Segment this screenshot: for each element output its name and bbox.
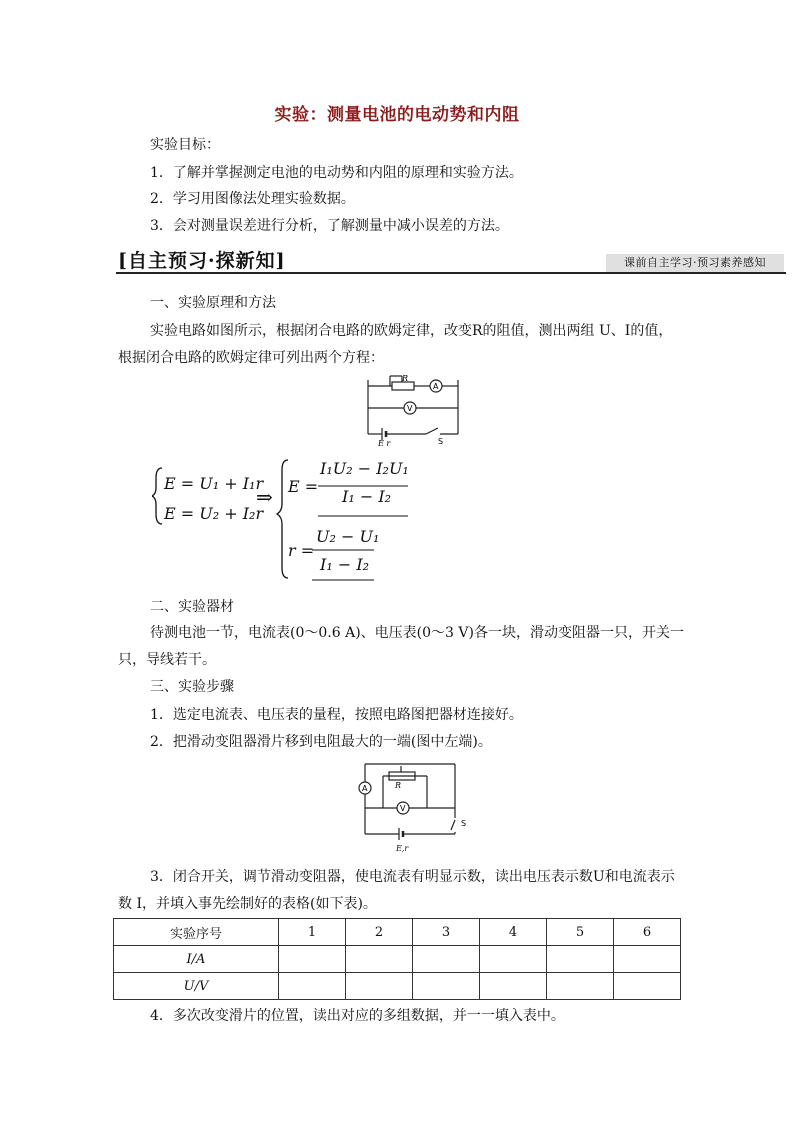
data-table [113, 918, 681, 1000]
table-cell [279, 973, 346, 1000]
e-denominator: I₁ − I₂ [342, 487, 392, 506]
section-heading: [自主预习·探新知] [118, 250, 286, 272]
part3-heading: 三、实验步骤 [150, 679, 234, 695]
switch-label: S [438, 437, 444, 446]
part2-text: 只，导线若干。 [118, 652, 216, 668]
equation-1: E = U₁ + I₁r [164, 474, 264, 493]
table-cell [480, 973, 547, 1000]
section-badge: 课前自主学习·预习素养感知 [606, 254, 784, 272]
objective-item: 3．会对测量误差进行分析，了解测量中减小误差的方法。 [150, 218, 509, 234]
table-cell [547, 973, 614, 1000]
table-cell [614, 946, 681, 973]
page-title: 实验：测量电池的电动势和内阻 [274, 105, 520, 125]
circuit2-voltmeter-label: V [400, 804, 406, 813]
part2-text: 待测电池一节，电流表(0～0.6 A)、电压表(0～3 V)各一块，滑动变阻器一只，开关一 [150, 625, 684, 641]
table-column-header: 4 [480, 919, 547, 946]
table-header-label: 实验序号 [114, 919, 279, 946]
r-numerator: U₂ − U₁ [316, 527, 380, 546]
objective-item: 1．了解并掌握测定电池的电动势和内阻的原理和实验方法。 [150, 165, 523, 181]
e-numerator: I₁U₂ − I₂U₁ [320, 459, 409, 478]
r-denominator: I₁ − I₂ [320, 555, 370, 574]
voltmeter-label: V [407, 404, 413, 413]
circuit2-r-label: R [395, 781, 402, 790]
table-row [114, 973, 681, 1000]
table-row [114, 946, 681, 973]
ammeter-label: A [433, 382, 439, 391]
r-lhs: r = [288, 541, 315, 560]
step-1: 1．选定电流表、电压表的量程，按照电路图把器材连接好。 [150, 707, 523, 723]
table-column-header: 1 [279, 919, 346, 946]
equation-system [152, 456, 422, 586]
part1-heading: 一、实验原理和方法 [150, 295, 276, 311]
table-cell [279, 946, 346, 973]
part1-text: 根据闭合电路的欧姆定律可列出两个方程： [118, 350, 384, 366]
step-4: 4．多次改变滑片的位置，读出对应的多组数据，并一一填入表中。 [150, 1008, 565, 1024]
table-cell [413, 946, 480, 973]
table-cell [547, 946, 614, 973]
implies-arrow: ⇒ [256, 485, 273, 509]
objectives-heading: 实验目标： [150, 137, 220, 153]
part1-text: 实验电路如图所示，根据闭合电路的欧姆定律，改变R的阻值，测出两组 U、I的值， [150, 323, 673, 339]
circuit1-r-label: R [402, 374, 409, 383]
step-3: 3．闭合开关，调节滑动变阻器，使电流表有明显示数，读出电压表示数U和电流表示 [150, 869, 675, 885]
table-cell [346, 973, 413, 1000]
circuit2-er-label: E,r [396, 844, 409, 853]
table-column-header: 6 [614, 919, 681, 946]
e-lhs: E = [288, 477, 319, 496]
circuit2-switch-label: S [461, 819, 467, 828]
objective-item: 2．学习用图像法处理实验数据。 [150, 191, 355, 207]
table-cell [480, 946, 547, 973]
circuit2-ammeter-label: A [362, 784, 368, 793]
part2-heading: 二、实验器材 [150, 599, 234, 615]
row-label-current: I/A [114, 946, 279, 973]
step-3-continued: 数 I，并填入事先绘制好的表格(如下表)。 [118, 896, 377, 912]
table-column-header: 3 [413, 919, 480, 946]
table-cell [346, 946, 413, 973]
equation-2: E = U₂ + I₂r [164, 504, 264, 523]
section-divider [116, 272, 786, 274]
circuit-diagram-1 [360, 370, 470, 448]
step-2: 2．把滑动变阻器滑片移到电阻最大的一端(图中左端)。 [150, 734, 492, 750]
table-header-row [114, 919, 681, 946]
row-label-voltage: U/V [114, 973, 279, 1000]
table-column-header: 2 [346, 919, 413, 946]
table-cell [413, 973, 480, 1000]
circuit-diagram-2 [355, 760, 475, 840]
table-cell [614, 973, 681, 1000]
table-column-header: 5 [547, 919, 614, 946]
circuit1-er-label: E r [378, 439, 391, 448]
